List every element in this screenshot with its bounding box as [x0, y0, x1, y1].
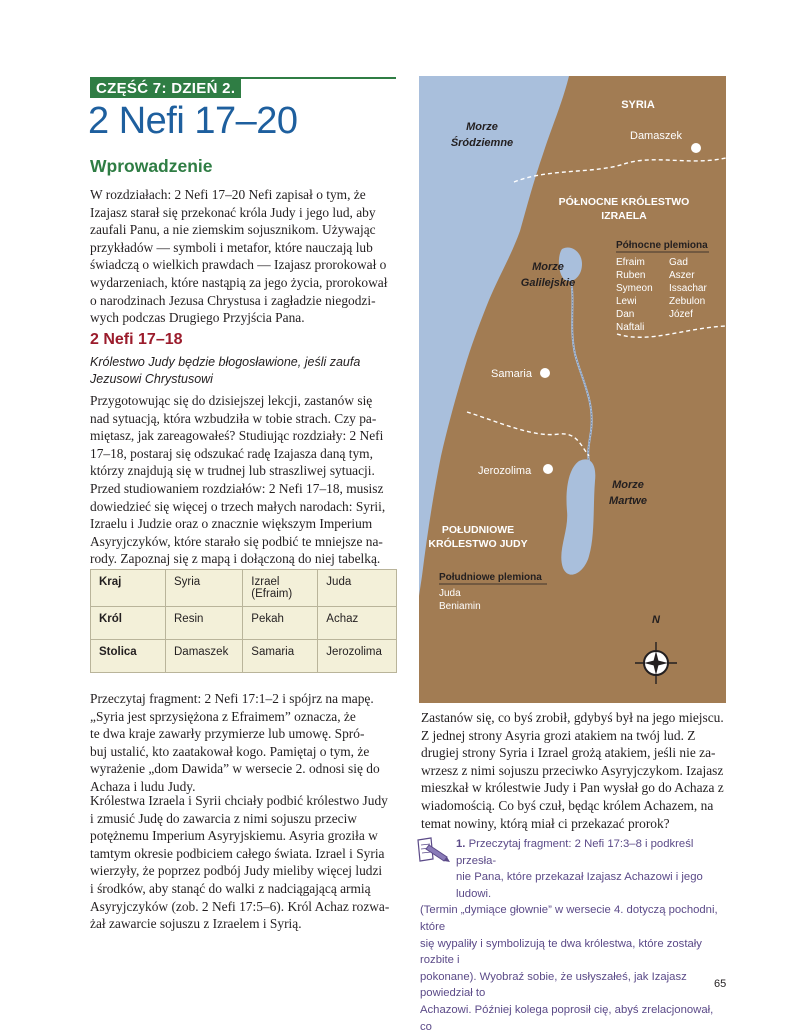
north-tribe: Ruben [616, 270, 646, 281]
map-label-jerusalem: Jerozolima [478, 465, 532, 477]
table-cell: Achaz [318, 607, 397, 640]
map-label-galilee: Morze [532, 261, 564, 273]
table-cell: Samaria [243, 640, 318, 673]
table-row [91, 640, 397, 673]
north-arrow-label: N [652, 614, 660, 626]
north-tribe: Symeon [616, 283, 653, 294]
damascus-marker [691, 143, 701, 153]
right-column-paragraph: Zastanów się, co byś zrobił, gdybyś był na jego miejscu. Z jednej strony Asyria grozi atakiem na twój lud. Z drugiej strony Syria i Izrael grożą atakiem, jeśli nie za- wrzesz z nimi sojuszu przeciwko Asyryjczykom. Izajasz mieszkał w królestwie Judy i Pan wysłał go do Achaza z wiadomością. Co byś czuł, będąc królem Achazem, na temat nowiny, którą miał ci przekazać prorok? [421, 710, 724, 831]
table-cell: Pekah [243, 607, 318, 640]
section-label: CZĘŚĆ 7: DZIEŃ 2. [90, 78, 241, 98]
map-label-north-kingdom: PÓŁNOCNE KRÓLESTWO [558, 196, 690, 208]
samaria-marker [540, 368, 550, 378]
section-paragraph-2: Przed studiowaniem rozdziałów: 2 Nefi 17–18, musisz dowiedzieć się więcej o trzech małych narodach: Syrii, Izraelu i Judzie oraz o znacznie większym Imperium Asyryjczyków, które starało się podbić te mniejsze na- rody. Zapoznaj się z mapą i dołączoną do niej tabelką. [90, 481, 386, 567]
north-tribe: Dan [616, 309, 635, 320]
section-heading: 2 Nefi 17–18 [90, 331, 183, 348]
section-paragraph-1: Przygotowując się do dzisiejszej lekcji, zastanów się nad sytuacją, która wzbudziła w tobie strach. Czy pa- miętasz, jak zareagowałeś? Studiując rozdziały: 2 Nefi 17–18, postaraj się odszukać radę Izajasza daną tym, którzy znajdują się w trudnej lub straszliwej sytuacji. [90, 393, 384, 479]
north-tribe: Issachar [669, 283, 707, 294]
intro-heading: Wprowadzenie [90, 156, 213, 176]
map-label-med-sea: Morze [466, 121, 498, 133]
task-text: Przeczytaj fragment: 2 Nefi 17:3–8 i podkreśl przesła- nie Pana, które przekazał Izajasz Achazowi i jego ludowi. [456, 838, 703, 900]
map-label-galilee: Galilejskie [520, 277, 576, 289]
north-tribe: Efraim [616, 257, 645, 268]
map-label-samaria: Samaria [491, 368, 532, 380]
map-label-north-kingdom: IZRAELA [601, 210, 647, 222]
kingdoms-table [90, 569, 397, 673]
section-subtitle: Królestwo Judy będzie błogosławione, jeśli zaufa Jezusowi Chrystusowi [90, 355, 361, 386]
intro-text: W rozdziałach: 2 Nefi 17–20 Nefi zapisał o tym, że Izajasz starał się przekonać króla Judy i jego lud, aby zaufali Panu, a nie ziemskim sojusznikom. Używając przykładów — symboli i metafor, które nauczają lub świadczą o wielkich prawdach — Izajasz prorokował o wydarzeniach, które nastąpią za jego życia, prorokował o narodzinach Jezusa Chrystusa i zagładzie niegodzi- wych podczas Drugiego Przyjścia Pana. [90, 187, 388, 326]
map-label-med-sea: Śródziemne [450, 137, 514, 149]
map [419, 76, 726, 703]
north-tribes-heading: Północne plemiona [616, 240, 708, 251]
table-cell: Syria [166, 570, 243, 607]
north-tribe: Naftali [616, 322, 645, 333]
table-row [91, 607, 397, 640]
table-row-header: Kraj [91, 570, 166, 607]
north-tribe: Lewi [616, 296, 637, 307]
map-label-dead-sea: Martwe [609, 495, 647, 507]
task-first-lines [420, 836, 725, 902]
table-cell: Juda [318, 570, 397, 607]
south-tribe: Beniamin [439, 601, 481, 612]
task-number: 1. [456, 838, 466, 850]
page-number: 65 [714, 978, 727, 990]
table-cell: Izrael (Efraim) [243, 570, 318, 607]
north-tribe: Józef [669, 309, 693, 320]
north-tribe: Aszer [669, 270, 695, 281]
table-cell: Jerozolima [318, 640, 397, 673]
map-label-damascus: Damaszek [630, 130, 682, 142]
task-box [420, 836, 725, 1035]
south-tribe: Juda [439, 588, 461, 599]
map-label-south-kingdom: POŁUDNIOWE [441, 524, 515, 536]
after-table-paragraph-1: Przeczytaj fragment: 2 Nefi 17:1–2 i spójrz na mapę. „Syria jest sprzysiężona z Efraimem” oznacza, że te dwa kraje zawarły przymierze lub umowę. Spró- buj ustalić, kto zaatakował kogo. Pamiętaj o tym, że wyrażenie „dom Dawida” w wersecie 2. odnosi się do Achaza i ludu Judy. [90, 691, 380, 794]
jerusalem-marker [543, 464, 553, 474]
table-row-header: Stolica [91, 640, 166, 673]
page-title: 2 Nefi 17–20 [88, 100, 298, 142]
table-row [91, 570, 397, 607]
map-label-syria: SYRIA [621, 99, 655, 111]
south-tribes-heading: Południowe plemiona [439, 572, 542, 583]
map-label-dead-sea: Morze [612, 479, 644, 491]
table-row-header: Król [91, 607, 166, 640]
task-rest-lines: (Termin „dymiące głownie” w wersecie 4. dotyczą pochodni, które się wypaliły i symbolizują te dwa królestwa, które zostały rozbite i pokonane). Wyobraź sobie, że usłyszałeś, jak Izajasz powiedział to Achazowi. Później kolega poprosił cię, abyś zrelacjonował, co [420, 904, 718, 1033]
map-label-south-kingdom: KRÓLESTWO JUDY [428, 538, 528, 550]
table-cell: Resin [166, 607, 243, 640]
after-table-paragraph-2: Królestwa Izraela i Syrii chciały podbić królestwo Judy i zmusić Judę do zawarcia z nimi sojuszu przeciw potężnemu Imperium Asyryjskiemu. Asyria groziła w tamtym okresie podbiciem całego świata. Izrael i Syria wierzyły, że poprzez podbój Judy mieliby więcej ludzi i środków, aby stanąć do walki z nadciągającą armią Asyryjczyków (zob. 2 Nefi 17:5–6). Król Achaz rozwa- żał zawarcie sojuszu z Izraelem i Syrią. [90, 793, 390, 932]
north-tribe: Gad [669, 257, 688, 268]
table-cell: Damaszek [166, 640, 243, 673]
north-tribe: Zebulon [669, 296, 706, 307]
